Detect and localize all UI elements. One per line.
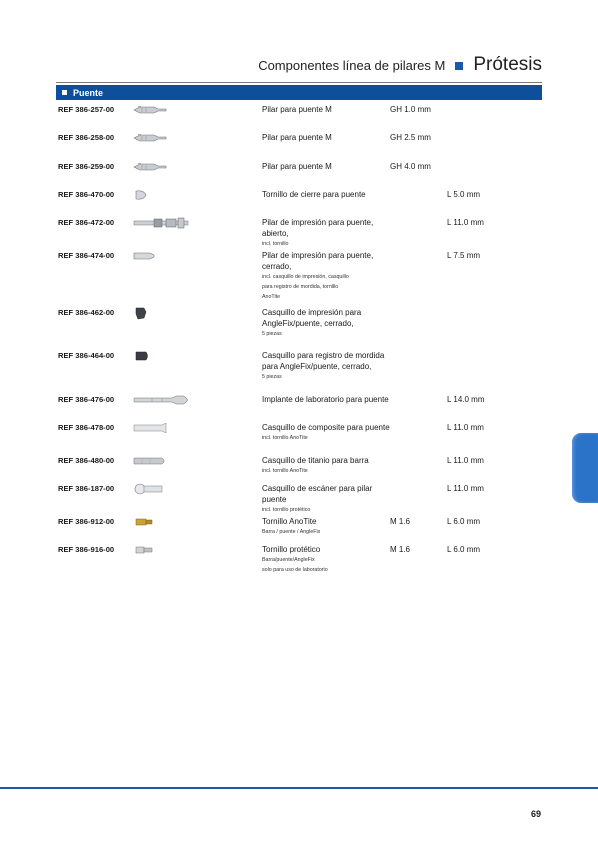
product-note: incl. tornillo AnoTite xyxy=(262,435,308,441)
section-square-icon xyxy=(62,90,67,95)
product-ref: REF 386-916-00 xyxy=(58,545,115,554)
product-ref: REF 386-259-00 xyxy=(58,162,115,171)
product-ref: REF 386-472-00 xyxy=(58,218,115,227)
product-description xyxy=(262,132,390,143)
footer-divider xyxy=(0,787,598,789)
lab-implant-icon xyxy=(132,393,192,407)
chapter-tab[interactable] xyxy=(572,433,598,503)
abutment-icon xyxy=(132,103,192,117)
section-label: Puente xyxy=(73,87,104,98)
composite-cap-icon xyxy=(132,421,192,435)
anotite-screw-icon xyxy=(132,515,192,529)
product-ref: REF 386-478-00 xyxy=(58,423,115,432)
page-number: 69 xyxy=(530,809,541,819)
product-description-text: Pilar de impresión para puente, cerrado, xyxy=(262,251,374,271)
product-description xyxy=(262,544,390,575)
product-description-text: Pilar para puente M xyxy=(262,105,332,114)
product-length: L 11.0 mm xyxy=(447,456,484,465)
product-length: L 11.0 mm xyxy=(447,484,484,493)
product-ref: REF 386-476-00 xyxy=(58,395,115,404)
product-length: L 7.5 mm xyxy=(447,251,481,260)
abutment-icon xyxy=(132,131,192,145)
closure-screw-icon xyxy=(132,188,192,202)
product-ref: REF 386-258-00 xyxy=(58,133,115,142)
product-note: incl. casquillo de impresión, casquillo xyxy=(262,274,349,280)
product-description xyxy=(262,104,390,115)
product-ref: REF 386-187-00 xyxy=(58,484,115,493)
product-description-text: Casquillo de impresión para AngleFix/puente, cerrado, xyxy=(262,308,362,328)
product-note: Barra / puente / AngleFix xyxy=(262,529,321,535)
product-description xyxy=(262,455,390,476)
product-size-gh: M 1.6 xyxy=(390,545,411,554)
product-ref: REF 386-480-00 xyxy=(58,456,115,465)
product-description xyxy=(262,394,390,405)
product-description-text: Tornillo protético xyxy=(262,545,321,554)
product-description xyxy=(262,189,390,200)
product-length: L 11.0 mm xyxy=(447,218,484,227)
abutment-icon xyxy=(132,160,192,174)
product-description-text: Pilar para puente M xyxy=(262,162,332,171)
product-ref: REF 386-470-00 xyxy=(58,190,115,199)
bite-cap-icon xyxy=(132,349,192,363)
product-note: Barra/puente/AngleFix xyxy=(262,557,315,563)
product-description xyxy=(262,161,390,172)
product-ref: REF 386-912-00 xyxy=(58,517,115,526)
product-length: L 6.0 mm xyxy=(447,517,481,526)
product-description-text: Pilar para puente M xyxy=(262,133,332,142)
product-note: AnoTite xyxy=(262,294,281,300)
product-ref: REF 386-464-00 xyxy=(58,351,115,360)
product-note: 5 piezas xyxy=(262,331,282,337)
product-description-text: Tornillo AnoTite xyxy=(262,517,317,526)
header-title: Prótesis xyxy=(473,54,542,75)
product-description xyxy=(262,217,390,249)
scan-cap-icon xyxy=(132,482,192,496)
product-description-text: Casquillo de escáner para pilar puente xyxy=(262,484,373,504)
impression-post-open-icon xyxy=(132,216,192,230)
product-ref: REF 386-474-00 xyxy=(58,251,115,260)
product-length: L 11.0 mm xyxy=(447,423,484,432)
header-subtitle: Componentes línea de pilares M xyxy=(258,58,446,73)
product-size-gh: M 1.6 xyxy=(390,517,411,526)
product-note: incl. tornillo protético xyxy=(262,507,311,513)
product-size-gh: GH 4.0 mm xyxy=(390,162,431,171)
product-description-text: Implante de laboratorio para puente xyxy=(262,395,389,404)
product-length: L 14.0 mm xyxy=(447,395,485,404)
titanium-cap-icon xyxy=(132,454,192,468)
product-note: incl. tornillo AnoTite xyxy=(262,468,308,474)
page-header xyxy=(258,54,542,78)
impression-post-closed-icon xyxy=(132,249,192,263)
product-description xyxy=(262,422,390,443)
header-square-icon xyxy=(455,62,463,70)
product-note: 5 piezas xyxy=(262,374,282,380)
product-length: L 5.0 mm xyxy=(447,190,481,199)
product-description-text: Casquillo de titanio para barra xyxy=(262,456,369,465)
section-bar xyxy=(56,85,542,100)
product-length: L 6.0 mm xyxy=(447,545,481,554)
header-divider xyxy=(56,82,542,83)
product-description xyxy=(262,307,390,339)
product-note: incl. tornillo xyxy=(262,241,289,247)
product-description-text: Casquillo de composite para puente xyxy=(262,423,390,432)
product-note: solo para uso de laboratorio xyxy=(262,567,328,573)
prosthetic-screw-icon xyxy=(132,543,192,557)
product-description xyxy=(262,350,390,382)
product-description-text: Tornillo de cierre para puente xyxy=(262,190,366,199)
product-size-gh: GH 1.0 mm xyxy=(390,105,431,114)
product-description-text: Pilar de impresión para puente, abierto, xyxy=(262,218,374,238)
product-ref: REF 386-257-00 xyxy=(58,105,115,114)
product-size-gh: GH 2.5 mm xyxy=(390,133,431,142)
product-description xyxy=(262,516,390,537)
product-description xyxy=(262,483,390,515)
product-description-text: Casquillo para registro de mordida para AngleFix/puente, cerrado, xyxy=(262,351,385,371)
product-note: para registro de mordida, tornillo xyxy=(262,284,339,290)
product-ref: REF 386-462-00 xyxy=(58,308,115,317)
product-description xyxy=(262,250,390,302)
impression-cap-icon xyxy=(132,306,192,320)
